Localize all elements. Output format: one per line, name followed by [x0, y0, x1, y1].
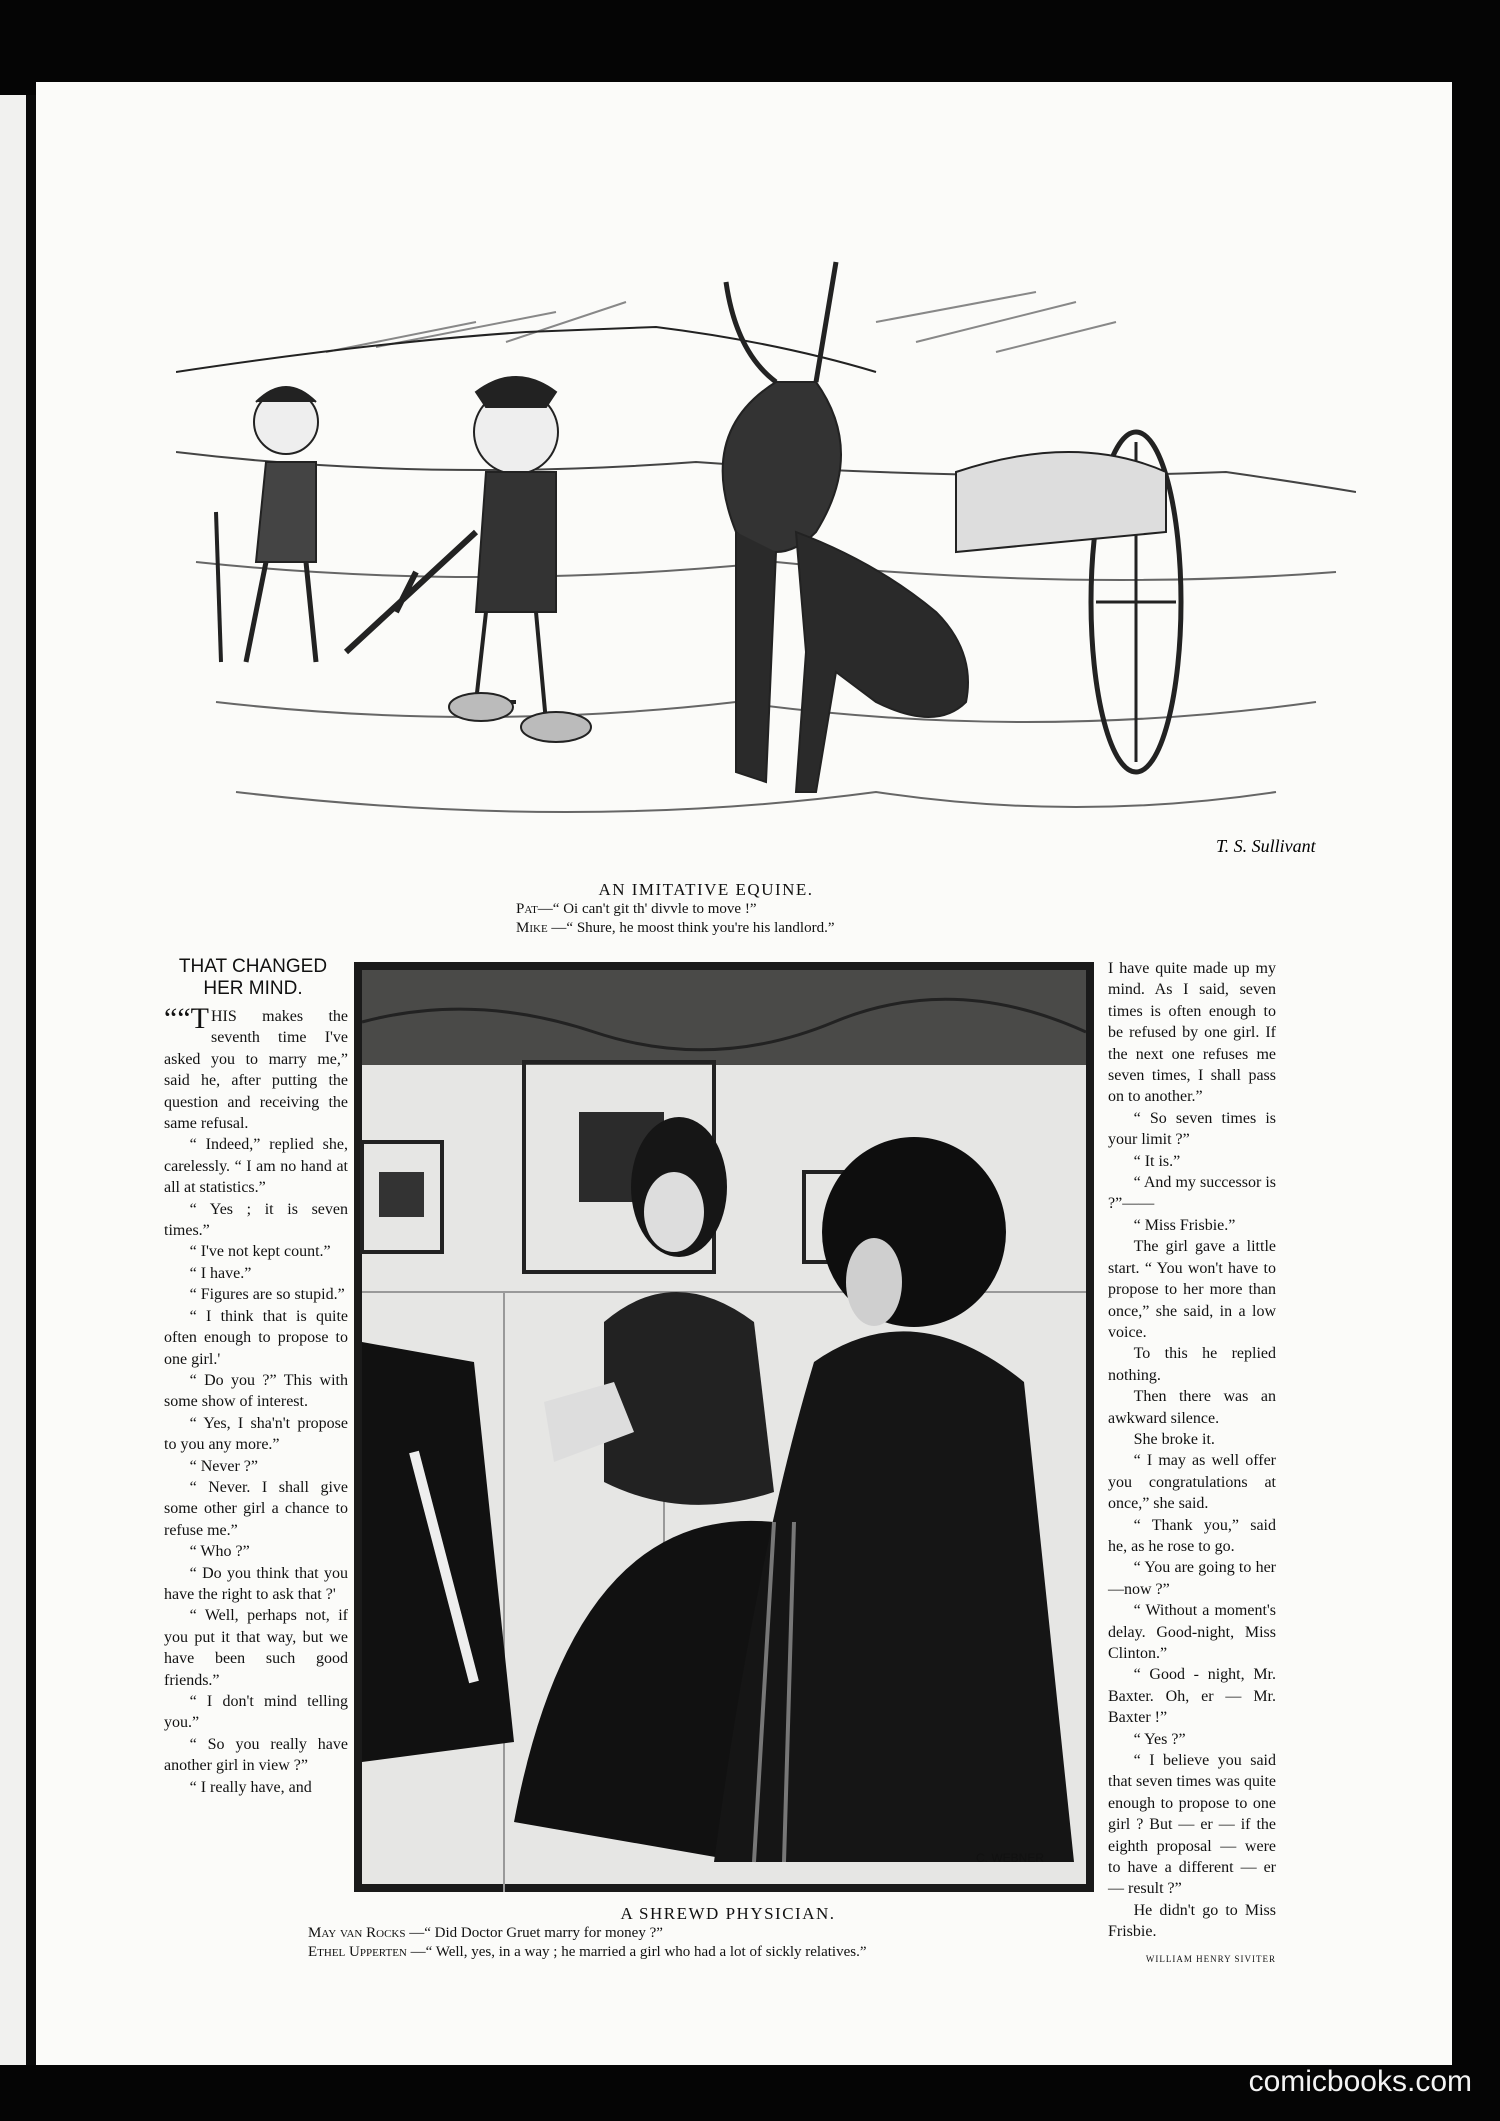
- story-title: [166, 956, 340, 1000]
- story-paragraph: “ Yes, I sha'n't propose to you any more.”: [164, 1414, 348, 1454]
- middle-illustration-caption: A SHREWD PHYSICIAN. May van Rocks —“ Did Doctor Gruet marry for money ?” Ethel Upperten —“ Well, yes, in a way ; he married a girl who had a lot of sickly relatives.”: [308, 1904, 1148, 1962]
- mike-line: “ Shure, he moost think you're his landlord.”: [566, 920, 835, 936]
- story-paragraph: “ Yes ?”: [1133, 1730, 1186, 1748]
- story-paragraph: “ Who ?”: [189, 1543, 250, 1561]
- story-paragraph: “ Thank you,” said he, as he rose to go.: [1108, 1516, 1276, 1555]
- illustration-artist-signature: C. WEBNER: [975, 1851, 1044, 1865]
- story-paragraph: “ I don't mind telling you.”: [164, 1693, 348, 1732]
- story-paragraph: “ Never. I shall give some other girl a chance to refuse me.”: [164, 1478, 348, 1539]
- speaker-may-van-rocks: May van Rocks: [308, 1925, 406, 1941]
- cartoon-artist-signature: T. S. Sullivant: [1216, 836, 1316, 856]
- story-paragraph: “ Miss Frisbie.”: [1133, 1216, 1236, 1234]
- story-paragraph: “ I think that is quite often enough to propose to one girl.': [164, 1307, 348, 1368]
- speaker-ethel-upperten: Ethel Upperten: [308, 1944, 407, 1960]
- story-paragraph: “ So seven times is your limit ?”: [1108, 1109, 1276, 1149]
- top-cartoon-caption: AN IMITATIVE EQUINE. Pat—“ Oi can't git th' divvle to move !” Mike —“ Shure, he moost think you're his landlord.”: [506, 880, 906, 938]
- story-paragraph: She broke it.: [1133, 1430, 1215, 1448]
- story-paragraph: “ So you really have another girl in view ?”: [164, 1735, 348, 1775]
- story-paragraph: Then there was an awkward silence.: [1108, 1388, 1276, 1427]
- story-paragraph: “ Do you ?” This with some show of interest.: [164, 1371, 348, 1411]
- pat-line: “ Oi can't git th' divvle to move !”: [552, 901, 757, 917]
- may-line: “ Did Doctor Gruet marry for money ?”: [424, 1925, 663, 1941]
- story-title-line1: THAT CHANGED: [178, 956, 328, 977]
- page-gutter: [26, 95, 36, 2065]
- story-paragraph: “ Without a moment's delay. Good-night, Miss Clinton.”: [1108, 1602, 1276, 1662]
- story-paragraph: “ I have.”: [189, 1264, 252, 1282]
- story-paragraph: “ Figures are so stupid.”: [189, 1286, 345, 1304]
- speaker-pat: Pat: [516, 901, 538, 917]
- story-paragraph: “ Never ?”: [189, 1457, 258, 1475]
- ethel-line: “ Well, yes, in a way ; he married a girl who had a lot of sickly relatives.”: [425, 1944, 867, 1960]
- story-paragraph: “ I've not kept count.”: [189, 1243, 331, 1261]
- story-paragraph: “ Yes ; it is seven times.”: [164, 1200, 348, 1240]
- story-paragraph: He didn't go to Miss Frisbie.: [1108, 1901, 1276, 1941]
- middle-illustration-title: A SHREWD PHYSICIAN.: [620, 1904, 836, 1923]
- speaker-mike: Mike: [516, 920, 548, 936]
- story-paragraph: “ I may as well offer you congratulations at once,” she said.: [1108, 1452, 1276, 1513]
- story-paragraph: I have quite made up my mind. As I said, seven times is often enough to be refused by one girl. If the next one refuses me seven times, I shall pass on to another.”: [1108, 960, 1276, 1106]
- story-paragraph: “ Do you think that you have the right to ask that ?': [164, 1564, 348, 1603]
- site-watermark: comicbooks.com: [1248, 2065, 1472, 2098]
- story-paragraph: “ And my successor is ?”——: [1108, 1174, 1276, 1213]
- magazine-page: [36, 82, 1452, 2065]
- story-paragraph: “ I really have, and: [189, 1778, 312, 1796]
- story-left-column: [164, 1002, 348, 1798]
- story-paragraph: “ Good - night, Mr. Baxter. Oh, er — Mr. Baxter !”: [1108, 1666, 1276, 1727]
- author-byline: WILLIAM HENRY SIVITER: [1145, 1953, 1276, 1964]
- story-title-line2: HER MIND.: [203, 978, 303, 999]
- story-paragraph: The girl gave a little start. “ You won't have to propose to her more than once,” she said, in a low voice.: [1108, 1238, 1276, 1341]
- top-cartoon-title: AN IMITATIVE EQUINE.: [598, 880, 814, 899]
- cartoon-illustration-equine: [176, 232, 1356, 952]
- story-paragraph: “ I believe you said that seven times was quite enough to propose to one girl ? But — er — if the eighth proposal — were to have a different — er— result ?”: [1108, 1752, 1276, 1898]
- story-paragraph: “ You are going to her—now ?”: [1108, 1559, 1276, 1598]
- story-paragraph: “ Well, perhaps not, if you put it that way, but we have been such good friends.”: [164, 1607, 348, 1689]
- story-paragraph: “ Indeed,” replied she, carelessly. “ I am no hand at all at statistics.”: [164, 1136, 348, 1197]
- piano-scene-illustration: [354, 962, 1094, 1892]
- story-paragraph: “ It is.”: [1133, 1152, 1181, 1170]
- story-opening-paragraph: ““T HIS makes the seventh time I've asked you to marry me,” said he, after putting the question and receiving the same refusal.: [164, 1002, 348, 1133]
- adjacent-page-edge: [0, 95, 26, 2065]
- drop-cap: ““T: [164, 1002, 209, 1035]
- story-paragraph: To this he replied nothing.: [1108, 1345, 1276, 1384]
- story-right-column: [1108, 958, 1276, 1970]
